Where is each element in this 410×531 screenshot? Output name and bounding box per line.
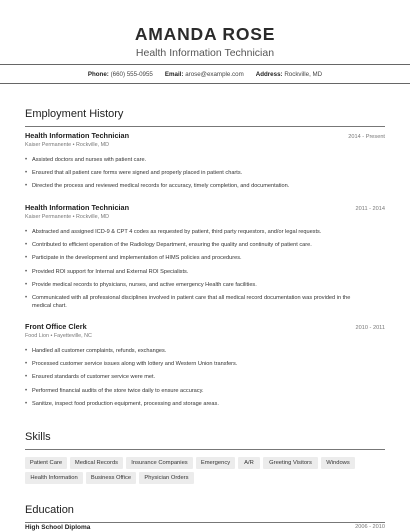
job-company: Kaiser Permanente • Rockville, MD — [25, 214, 109, 220]
duty-item: • Provide medical records to physicians, nurses, and active emergency Health care facilities. — [25, 282, 385, 289]
job-title: Health Information Technician — [25, 203, 130, 212]
duty-item: • Handled all customer complaints, refunds, exchanges. — [25, 348, 385, 355]
phone-label: Phone: — [87, 70, 109, 78]
duty-item-continuation: medical chart. — [32, 303, 67, 309]
skill-chip: Patient Care — [25, 457, 67, 469]
duty-item: • Ensured standards of customer service were met. — [25, 374, 385, 381]
skill-chip: Greeting Visitors — [263, 457, 318, 469]
phone-value: (660) 555-0955 — [110, 70, 153, 78]
employment-heading: Employment History — [25, 108, 385, 127]
contact-email — [165, 71, 244, 78]
skill-chip: Insurance Companies — [126, 457, 193, 469]
candidate-name: AMANDA ROSE — [134, 24, 276, 44]
contact-phone — [88, 71, 153, 78]
job-dates: 2011 - 2014 — [355, 206, 385, 212]
job-entry-2 — [25, 203, 385, 220]
duty-item: • Communicated with all professional disciplines involved in patient care that all medical record documentation was provided in the — [25, 295, 385, 302]
skill-chip: Emergency — [196, 457, 235, 469]
job-company: Kaiser Permanente • Rockville, MD — [25, 142, 109, 148]
skill-chip: Windows — [321, 457, 355, 469]
duty-item: • Ensured that all patient care forms were signed and properly placed in patient charts. — [25, 170, 385, 177]
duty-item: • Processed customer service issues along with lottery and Western Union transfers. — [25, 361, 385, 368]
skill-chip: Medical Records — [70, 457, 123, 469]
skills-section-header — [25, 431, 385, 450]
job-title: Health Information Technician — [25, 131, 130, 140]
education-dates: 2006 - 2010 — [355, 524, 385, 530]
duty-item: • Sanitize, inspect food production equipment, processing and storage areas. — [25, 401, 385, 408]
duty-item: • Assisted doctors and nurses with patient care. — [25, 157, 385, 164]
skill-chip: Business Office — [86, 472, 136, 484]
duty-item: • Abstracted and assigned ICD-9 & CPT 4 codes as requested by patient, third party requestors, and/or legal requests. — [25, 229, 385, 236]
candidate-title: Health Information Technician — [135, 47, 275, 59]
job-dates: 2010 - 2011 — [355, 325, 385, 331]
duty-item: • Provided ROI support for Internal and External ROI Specialists. — [25, 269, 385, 276]
address-value: Rockville, MD — [284, 70, 323, 78]
job-3-duties — [25, 348, 385, 408]
duty-item: • Directed the process and reviewed medical records for accuracy, timely completion, and documentation. — [25, 183, 385, 190]
job-company: Food Lion • Fayetteville, NC — [25, 333, 92, 339]
duty-item: • Contributed to efficient operation of the Radiology Department, ensuring the quality and continuity of patient care. — [25, 242, 385, 249]
duty-item: • Participate in the development and implementation of HIMS policies and procedures. — [25, 255, 385, 262]
resume-header — [0, 0, 410, 60]
job-entry-3 — [25, 322, 385, 339]
contact-address — [256, 71, 322, 78]
email-value: arose@example.com — [185, 70, 244, 78]
duty-item: • Performed financial audits of the store twice daily to ensure accuracy. — [25, 388, 385, 395]
education-section-header — [25, 504, 385, 523]
skill-chip: A/R — [238, 457, 260, 469]
address-label: Address: — [255, 70, 283, 78]
job-2-duties-continued — [25, 303, 385, 310]
job-2-duties — [25, 229, 385, 302]
skill-chip: Health Information — [25, 472, 83, 484]
job-title: Front Office Clerk — [25, 322, 87, 331]
email-label: Email: — [164, 70, 184, 78]
skill-chip: Physician Orders — [139, 472, 194, 484]
job-entry-1 — [25, 131, 385, 148]
employment-section-header — [25, 108, 385, 127]
skills-heading: Skills — [25, 431, 385, 450]
job-1-duties — [25, 157, 385, 191]
job-dates: 2014 - Present — [348, 134, 385, 140]
education-school: High School Diploma — [25, 524, 91, 531]
education-heading: Education — [25, 504, 385, 523]
contact-bar — [0, 64, 410, 84]
